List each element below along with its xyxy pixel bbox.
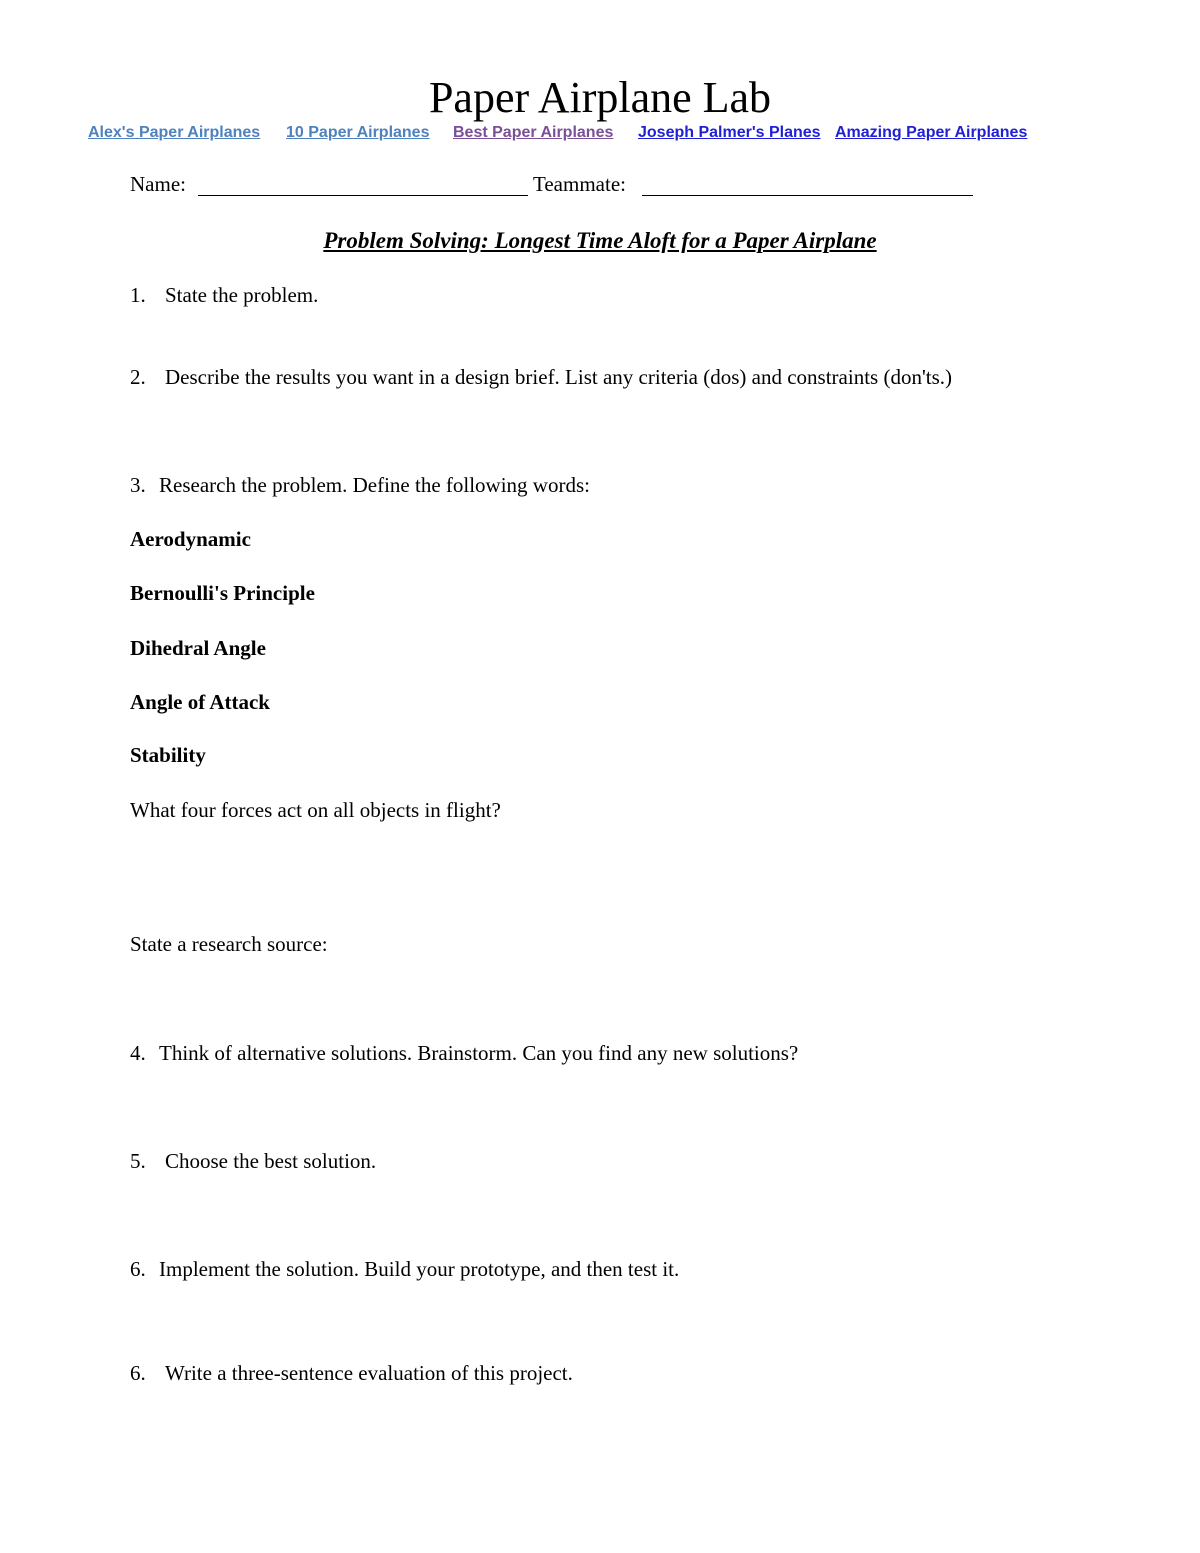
step-6-implement [130,1255,679,1283]
link-amazing-paper-airplanes[interactable]: Amazing Paper Airplanes [835,124,1028,141]
link-joseph-palmers-planes[interactable]: Joseph Palmer's Planes [638,124,821,141]
term-bernoullis-principle: Bernoulli's Principle [130,581,315,605]
step-text: Choose the best solution. [165,1149,377,1173]
step-text: State the problem. [165,283,319,307]
step-text: Write a three-sentence evaluation of this project. [165,1361,573,1385]
subtitle: Problem Solving: Longest Time Aloft for a Paper Airplane [323,228,877,253]
term-aerodynamic: Aerodynamic [130,527,251,551]
step-6-evaluate [130,1359,573,1387]
step-number: 5. [130,1149,146,1173]
question-forces: What four forces act on all objects in flight? [130,798,501,822]
step-number: 6. [130,1257,146,1281]
term-dihedral-angle: Dihedral Angle [130,636,266,660]
step-3 [130,471,590,499]
step-2 [130,363,952,391]
document-title: Paper Airplane Lab [428,73,772,122]
question-research-source: State a research source: [130,932,328,956]
link-10-paper-airplanes[interactable]: 10 Paper Airplanes [286,124,430,141]
step-number: 1. [130,283,146,307]
step-5 [130,1147,376,1175]
link-alexs-paper-airplanes[interactable]: Alex's Paper Airplanes [88,124,261,141]
link-best-paper-airplanes[interactable]: Best Paper Airplanes [453,124,614,141]
teammate-label: Teammate: [533,172,626,196]
step-text: Think of alternative solutions. Brainstorm. Can you find any new solutions? [159,1041,799,1065]
step-number: 6. [130,1361,146,1385]
step-4 [130,1039,798,1067]
term-stability: Stability [130,743,206,767]
step-text: Implement the solution. Build your prototype, and then test it. [159,1257,680,1281]
step-text: Research the problem. Define the following words: [159,473,590,497]
step-text: Describe the results you want in a design brief. List any criteria (dos) and constraints (don'ts.) [165,365,952,389]
name-label: Name: [130,172,186,196]
step-number: 4. [130,1041,146,1065]
step-number: 3. [130,473,146,497]
step-1 [130,281,318,309]
name-blank-line[interactable] [198,195,528,196]
term-angle-of-attack: Angle of Attack [130,690,270,714]
teammate-blank-line[interactable] [642,195,973,196]
step-number: 2. [130,365,146,389]
